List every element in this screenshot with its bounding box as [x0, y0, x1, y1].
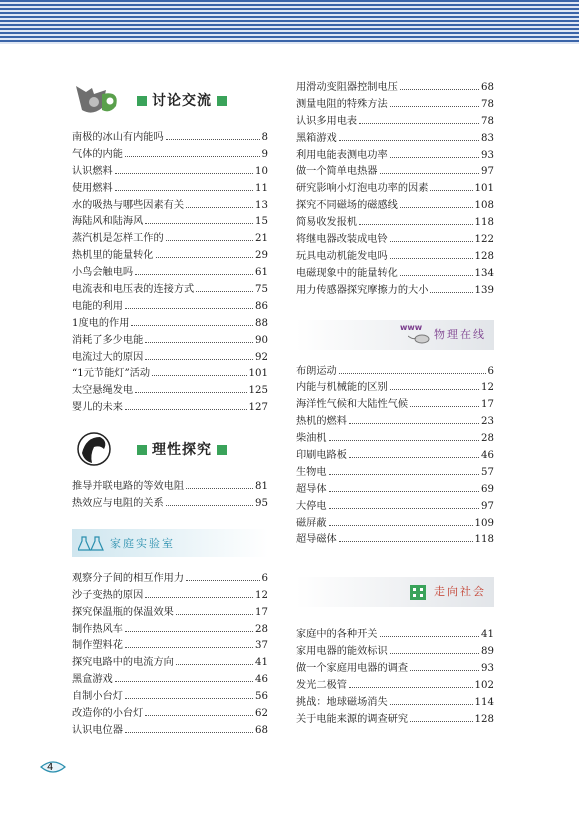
toc-entry-page: 6 — [261, 572, 268, 584]
toc-entry-title: 大停电 — [296, 500, 327, 512]
toc-entry-title: 磁屏蔽 — [296, 517, 327, 529]
dot-leader — [125, 156, 260, 157]
explore-header — [72, 431, 268, 467]
toc-entry-title: 黑箱游戏 — [296, 132, 337, 144]
toc-entry — [72, 331, 268, 348]
toc-entry-page: 28 — [255, 623, 268, 635]
dot-leader — [145, 342, 253, 343]
toc-entry — [296, 446, 494, 463]
dot-leader — [329, 525, 473, 526]
dot-leader — [125, 647, 253, 648]
toc-entry — [72, 145, 268, 162]
toc-entry — [72, 128, 268, 145]
top-stripe-band — [0, 0, 579, 44]
toc-entry — [296, 378, 494, 395]
toc-entry — [296, 146, 494, 163]
toc-entry — [72, 196, 268, 213]
toc-entry-page: 29 — [255, 250, 268, 262]
toc-entry-title: 认识多用电表 — [296, 115, 358, 127]
toc-entry — [72, 569, 268, 586]
toc-entry — [72, 348, 268, 365]
dot-leader — [156, 257, 254, 258]
toc-entry-title: 探究保温瓶的保温效果 — [72, 606, 174, 618]
toc-entry-page: 108 — [474, 200, 494, 212]
toc-entry-page: 17 — [255, 606, 268, 618]
toc-entry-title: 蒸汽机是怎样工作的 — [72, 233, 164, 245]
toc-entry-title: 制作塑料花 — [72, 640, 123, 652]
toc-entry — [296, 480, 494, 497]
toc-entry — [72, 314, 268, 331]
toc-entry — [72, 620, 268, 637]
toc-entry — [296, 129, 494, 146]
toc-entry — [296, 625, 494, 642]
toc-entry — [72, 687, 268, 704]
toc-entry-page: 17 — [481, 399, 494, 411]
toc-entry — [296, 112, 494, 129]
dot-leader — [329, 440, 479, 441]
toc-entry — [72, 494, 268, 511]
dot-leader — [152, 375, 247, 376]
dot-leader — [145, 715, 253, 716]
toc-entry-page: 21 — [255, 233, 268, 245]
toc-entry-page: 118 — [474, 534, 494, 546]
dot-leader — [115, 681, 253, 682]
dot-leader — [380, 636, 480, 637]
dot-leader — [176, 614, 253, 615]
toc-entry-page: 118 — [474, 217, 494, 229]
discuss-title: 讨论交流 — [132, 90, 232, 110]
dot-leader — [196, 291, 253, 292]
toc-entry-page: 95 — [255, 498, 268, 510]
toc-entry-page: 46 — [255, 674, 268, 686]
toc-entry-title: 小鸟会触电吗 — [72, 267, 134, 279]
toc-entry-page: 23 — [481, 416, 494, 428]
toc-entry-page: 78 — [481, 115, 494, 127]
left-column — [72, 82, 268, 738]
dot-leader — [359, 224, 472, 225]
toc-entry-title: “1元节能灯”活动 — [72, 368, 151, 380]
toc-entry-title: 探究不同磁场的磁感线 — [296, 200, 398, 212]
toc-entry — [296, 247, 494, 264]
dot-leader — [390, 241, 473, 242]
toc-entry-page: 101 — [474, 183, 494, 195]
dot-leader — [125, 732, 253, 733]
toc-entry-title: 生物电 — [296, 466, 327, 478]
dot-leader — [390, 258, 473, 259]
toc-entry-page: 11 — [255, 182, 268, 194]
dot-leader — [349, 457, 479, 458]
dot-leader — [359, 123, 479, 124]
toc-entry — [72, 179, 268, 196]
toc-entry — [296, 514, 494, 531]
dot-leader — [329, 474, 479, 475]
toc-entry — [296, 412, 494, 429]
right-column — [296, 78, 494, 727]
toc-entry-page: 127 — [248, 402, 268, 414]
toc-entry — [296, 676, 494, 693]
toc-entry-page: 86 — [255, 300, 268, 312]
toc-entry-page: 128 — [474, 713, 494, 725]
toc-entry — [72, 297, 268, 314]
dot-leader — [410, 721, 472, 722]
toc-entry — [72, 162, 268, 179]
toc-entry-title: 超导体 — [296, 483, 327, 495]
toc-entry-title: 认识电位器 — [72, 724, 123, 736]
dot-leader — [125, 409, 247, 410]
dot-leader — [145, 597, 253, 598]
toc-entry-page: 61 — [255, 267, 268, 279]
toc-entry — [72, 229, 268, 246]
toc-entry-title: 电流过大的原因 — [72, 351, 144, 363]
toc-entry-title: 挑战：地球磁场消失 — [296, 696, 388, 708]
toc-entry-title: 将继电器改装成电铃 — [296, 234, 388, 246]
toc-entry-page: 134 — [474, 267, 494, 279]
explore-title: 理性探究 — [132, 439, 232, 459]
dot-leader — [186, 580, 259, 581]
toc-entry-page: 102 — [474, 680, 494, 692]
dot-leader — [186, 207, 253, 208]
toc-entry-page: 88 — [255, 317, 268, 329]
toc-entry — [296, 429, 494, 446]
online-banner — [296, 320, 494, 350]
toc-entry — [296, 264, 494, 281]
www-icon: www — [400, 322, 423, 332]
dot-leader — [135, 274, 253, 275]
toc-entry-page: 122 — [474, 234, 494, 246]
toc-entry-page: 68 — [481, 82, 494, 93]
toc-entry — [296, 710, 494, 727]
toc-entry — [72, 704, 268, 721]
toc-entry-title: 海陆风和陆海风 — [72, 216, 144, 228]
dot-leader — [131, 325, 253, 326]
dot-leader — [145, 223, 253, 224]
flask-icon — [78, 534, 108, 552]
toc-entry-title: 黑盒游戏 — [72, 674, 113, 686]
dot-leader — [329, 508, 479, 509]
dot-leader — [186, 488, 253, 489]
toc-entry-page: 12 — [255, 589, 268, 601]
toc-entry-title: 自制小台灯 — [72, 691, 123, 703]
homelab-title: 家庭实验室 — [110, 536, 175, 550]
toc-entry — [72, 381, 268, 398]
toc-entry — [296, 659, 494, 676]
toc-entry — [296, 497, 494, 514]
dot-leader — [176, 664, 253, 665]
toc-entry — [72, 586, 268, 603]
toc-entry-page: 93 — [481, 663, 494, 675]
toc-entry-page: 78 — [481, 98, 494, 110]
dot-leader — [135, 392, 246, 393]
toc-entry-title: 测量电阻的特殊方法 — [296, 98, 388, 110]
toc-entry-page: 69 — [481, 483, 494, 495]
homelab-banner — [72, 529, 268, 557]
dot-leader — [166, 139, 260, 140]
toc-entry-title: 用力传感器探究摩擦力的大小 — [296, 284, 429, 296]
homelab-list — [72, 569, 268, 738]
discuss-icon — [72, 82, 124, 118]
toc-entry-page: 97 — [481, 166, 494, 178]
toc-entry — [72, 280, 268, 297]
dot-leader — [410, 670, 479, 671]
toc-entry-page: 75 — [255, 284, 268, 296]
toc-entry-title: 简易收发报机 — [296, 217, 358, 229]
dot-leader — [390, 653, 479, 654]
toc-entry — [296, 362, 494, 379]
toc-entry-title: 布朗运动 — [296, 365, 337, 377]
toc-entry-page: 125 — [248, 385, 268, 397]
toc-entry-title: 热机里的能量转化 — [72, 250, 154, 262]
toc-entry-page: 28 — [481, 433, 494, 445]
dot-leader — [115, 173, 253, 174]
dot-leader — [430, 292, 472, 293]
toc-entry-title: 电流表和电压表的连接方式 — [72, 284, 195, 296]
toc-entry — [296, 281, 494, 298]
toc-entry — [72, 653, 268, 670]
toc-entry-title: 内能与机械能的区别 — [296, 382, 388, 394]
dot-leader — [339, 140, 479, 141]
society-banner — [296, 577, 494, 607]
toc-entry — [72, 721, 268, 738]
dot-leader — [390, 106, 479, 107]
toc-entry-title: 发光二极管 — [296, 680, 347, 692]
dot-leader — [400, 275, 473, 276]
dot-leader — [145, 359, 253, 360]
online-list — [296, 362, 494, 548]
toc-entry-title: 推导并联电路的等效电阻 — [72, 481, 185, 493]
toc-entry-title: 婴儿的未来 — [72, 402, 123, 414]
toc-entry-title: 印刷电路板 — [296, 450, 347, 462]
dot-leader — [400, 89, 479, 90]
dot-leader — [115, 190, 253, 191]
toc-entry-page: 57 — [481, 466, 494, 478]
toc-entry-title: 做一个家庭用电器的调查 — [296, 663, 409, 675]
toc-entry-title: 热机的燃料 — [296, 416, 347, 428]
dot-leader — [390, 389, 479, 390]
toc-entry-title: 用滑动变阻器控制电压 — [296, 82, 398, 93]
toc-entry-title: 柴油机 — [296, 433, 327, 445]
toc-entry-title: 认识燃料 — [72, 165, 113, 177]
toc-entry-title: 1度电的作用 — [72, 317, 130, 329]
toc-entry-title: 研究影响小灯泡电功率的因素 — [296, 183, 429, 195]
toc-entry-page: 6 — [487, 365, 494, 377]
toc-entry-title: 气体的内能 — [72, 148, 123, 160]
toc-entry-title: 使用燃料 — [72, 182, 113, 194]
dot-leader — [430, 190, 472, 191]
toc-entry-title: 家庭中的各种开关 — [296, 629, 378, 641]
dot-leader — [349, 423, 479, 424]
toc-entry-title: 探究电路中的电流方向 — [72, 657, 174, 669]
toc-entry — [296, 162, 494, 179]
toc-entry — [296, 179, 494, 196]
toc-entry-page: 9 — [261, 148, 268, 160]
toc-entry-title: 电磁现象中的能量转化 — [296, 267, 398, 279]
toc-entry-page: 46 — [481, 450, 494, 462]
toc-entry — [72, 603, 268, 620]
dot-leader — [390, 157, 479, 158]
dot-leader — [339, 541, 473, 542]
toc-entry-title: 利用电能表测电功率 — [296, 149, 388, 161]
toc-entry-page: 56 — [255, 691, 268, 703]
dot-leader — [166, 505, 253, 506]
toc-entry-title: 海洋性气候和大陆性气候 — [296, 399, 409, 411]
toc-entry-page: 68 — [255, 724, 268, 736]
toc-entry-page: 41 — [255, 657, 268, 669]
toc-entry-page: 10 — [255, 165, 268, 177]
toc-entry-page: 114 — [474, 696, 494, 708]
toc-entry-title: 沙子变热的原因 — [72, 589, 144, 601]
toc-entry — [296, 213, 494, 230]
toc-entry-page: 109 — [474, 517, 494, 529]
toc-entry — [296, 642, 494, 659]
toc-entry-title: 太空悬绳发电 — [72, 385, 134, 397]
toc-entry-page: 12 — [481, 382, 494, 394]
toc-entry-page: 62 — [255, 708, 268, 720]
toc-entry — [72, 636, 268, 653]
dot-leader — [125, 308, 253, 309]
toc-entry-page: 89 — [481, 646, 494, 658]
toc-entry — [296, 95, 494, 112]
society-list — [296, 625, 494, 726]
toc-entry-title: 家用电器的能效标识 — [296, 646, 388, 658]
toc-entry-title: 消耗了多少电能 — [72, 334, 144, 346]
building-icon — [408, 583, 428, 601]
right-top-list — [296, 78, 494, 298]
toc-entry — [72, 246, 268, 263]
dot-leader — [400, 207, 473, 208]
toc-entry-title: 玩具电动机能发电吗 — [296, 250, 388, 262]
discuss-header — [72, 82, 268, 118]
toc-entry-page: 139 — [474, 284, 494, 296]
toc-entry-title: 水的吸热与哪些因素有关 — [72, 199, 185, 211]
toc-entry-title: 改造你的小台灯 — [72, 708, 144, 720]
dot-leader — [380, 173, 480, 174]
dot-leader — [410, 406, 479, 407]
toc-entry-page: 37 — [255, 640, 268, 652]
discuss-list — [72, 128, 268, 415]
dot-leader — [125, 698, 253, 699]
toc-entry-title: 超导磁体 — [296, 534, 337, 546]
dot-leader — [166, 240, 253, 241]
explore-icon — [72, 431, 124, 467]
mouse-icon — [408, 332, 430, 344]
toc-entry-page: 83 — [481, 132, 494, 144]
dot-leader — [329, 491, 479, 492]
toc-entry — [72, 477, 268, 494]
toc-entry — [72, 398, 268, 415]
toc-entry-title: 做一个简单电热器 — [296, 166, 378, 178]
toc-entry-page: 90 — [255, 334, 268, 346]
toc-entry-page: 8 — [261, 132, 268, 143]
online-title: 物理在线 — [434, 327, 486, 341]
dot-leader — [125, 631, 253, 632]
toc-entry-page: 92 — [255, 351, 268, 363]
dot-leader — [349, 687, 473, 688]
toc-entry — [72, 212, 268, 229]
dot-leader — [339, 373, 486, 374]
toc-entry — [72, 670, 268, 687]
toc-entry-title: 观察分子间的相互作用力 — [72, 572, 185, 584]
toc-entry-title: 电能的利用 — [72, 300, 123, 312]
toc-entry-page: 41 — [481, 629, 494, 641]
page-number: 4 — [47, 762, 54, 773]
toc-entry-page: 15 — [255, 216, 268, 228]
toc-entry — [72, 364, 268, 381]
toc-entry — [296, 693, 494, 710]
dot-leader — [390, 704, 473, 705]
toc-entry-page: 128 — [474, 250, 494, 262]
toc-entry-page: 93 — [481, 149, 494, 161]
toc-entry-page: 101 — [248, 368, 268, 380]
toc-entry-page: 13 — [255, 199, 268, 211]
toc-entry — [296, 196, 494, 213]
toc-entry — [296, 78, 494, 95]
toc-entry-title: 关于电能来源的调查研究 — [296, 713, 409, 725]
toc-entry — [296, 530, 494, 547]
toc-entry — [296, 395, 494, 412]
toc-entry — [296, 463, 494, 480]
society-title: 走向社会 — [434, 585, 486, 599]
toc-entry-title: 南极的冰山有内能吗 — [72, 132, 164, 143]
toc-entry — [296, 230, 494, 247]
explore-list — [72, 477, 268, 511]
toc-entry — [72, 263, 268, 280]
toc-entry-title: 热效应与电阻的关系 — [72, 498, 164, 510]
toc-entry-page: 81 — [255, 481, 268, 493]
toc-entry-title: 制作热风车 — [72, 623, 123, 635]
toc-entry-page: 97 — [481, 500, 494, 512]
